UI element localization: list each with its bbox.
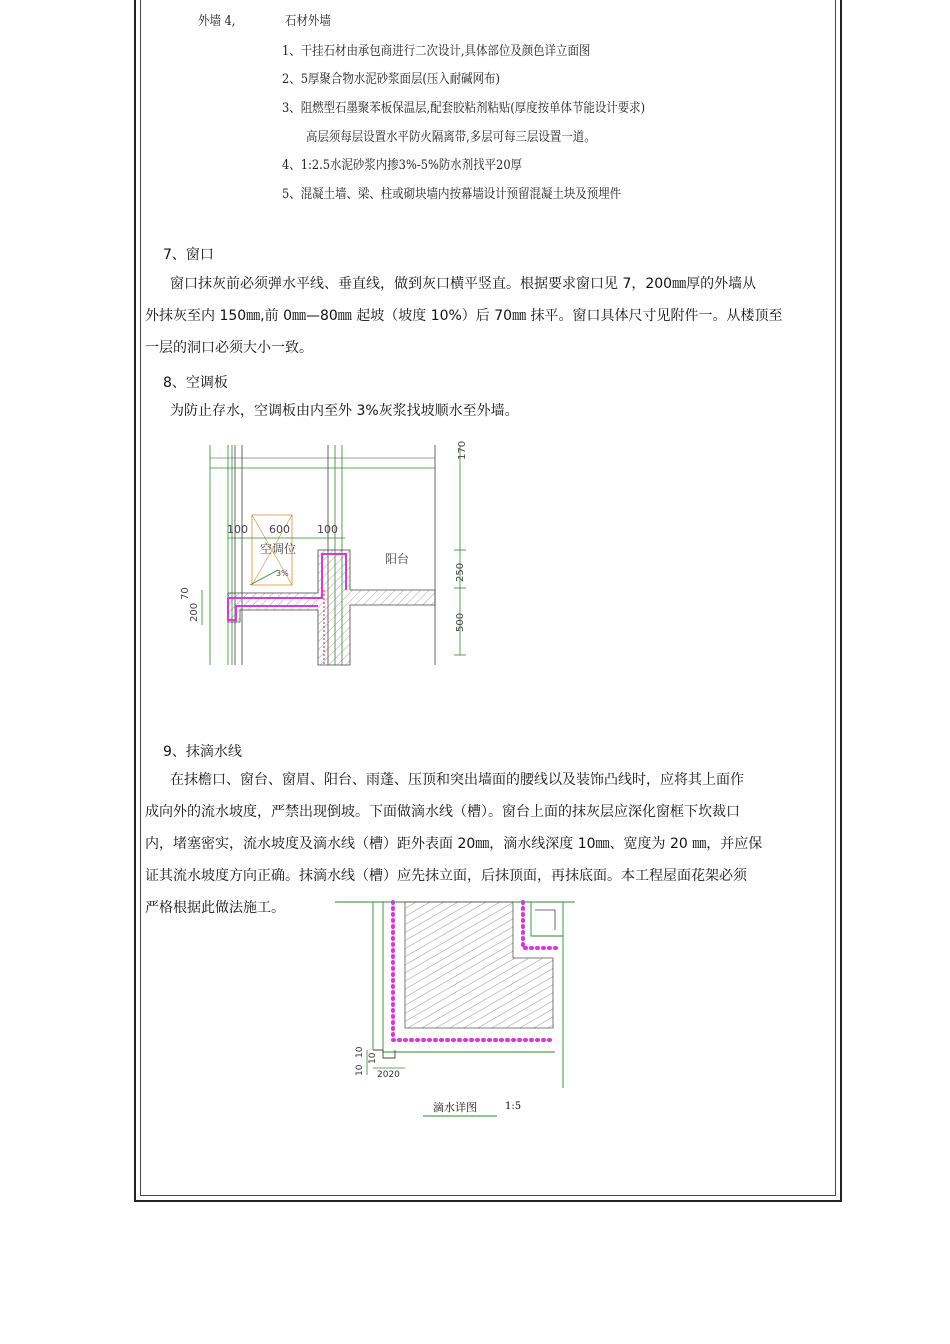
- wall-item: 4、1:2.5水泥砂浆内掺3%-5%防水剂找平20厚: [282, 158, 523, 173]
- wall-code: 外墙 4,: [198, 14, 236, 29]
- balcony-label: 阳台: [385, 552, 410, 566]
- paragraph-line: 内，堵塞密实，流水坡度及滴水线（槽）距外表面 20㎜，滴水线深度 10㎜、宽度为 20 ㎜，并应保: [145, 836, 763, 852]
- paragraph-line: 外抹灰至内 150㎜,前 0㎜—80㎜ 起坡（坡度 10%）后 70㎜ 抹平。窗口具体尺寸见附件一。从楼顶至: [145, 308, 783, 324]
- wall-item: 1、干挂石材由承包商进行二次设计,具体部位及颜色详立面图: [282, 44, 591, 59]
- wall-item: 5、混凝土墙、梁、柱或砌块墙内按幕墙设计预留混凝土块及预埋件: [282, 187, 622, 202]
- dim-500: 500: [455, 612, 466, 632]
- paragraph-line: 窗口抹灰前必须弹水平线、垂直线，做到灰口横平竖直。根据要求窗口见 7，200㎜厚的外墙从: [170, 276, 757, 292]
- dim-200: 200: [189, 602, 200, 622]
- ac-label: 空调位: [260, 542, 297, 556]
- ac-board-detail-drawing: [180, 440, 490, 670]
- dim-100: 100: [317, 523, 338, 536]
- dim-10: 10: [368, 1052, 378, 1064]
- paragraph-line: 在抹檐口、窗台、窗眉、阳台、雨蓬、压顶和突出墙面的腰线以及装饰凸线时，应将其上面作: [170, 772, 744, 788]
- drip-detail-scale: 1:5: [505, 1101, 522, 1112]
- dim-10: 10: [355, 1046, 365, 1058]
- section8-heading: 8、空调板: [163, 375, 228, 391]
- wall-name: 石材外墙: [285, 14, 331, 29]
- paragraph-line: 一层的洞口必须大小一致。: [145, 340, 313, 356]
- dim-250: 250: [455, 562, 466, 582]
- slope-label: 3%: [276, 569, 289, 578]
- section9-heading: 9、抹滴水线: [163, 744, 242, 760]
- paragraph-line: 严格根据此做法施工。: [145, 900, 285, 916]
- dim-100: 100: [227, 523, 248, 536]
- section7-heading: 7、窗口: [163, 247, 214, 263]
- paragraph-line: 为防止存水，空调板由内至外 3%灰浆找坡顺水至外墙。: [170, 403, 519, 419]
- wall-item: 2、5厚聚合物水泥砂浆面层(压入耐碱网布): [282, 72, 500, 87]
- drip-detail-caption: 滴水详图: [433, 1101, 477, 1114]
- dim-170: 170: [457, 440, 468, 460]
- wall-item: 3、阻燃型石墨聚苯板保温层,配套胶粘剂粘贴(厚度按单体节能设计要求): [282, 101, 646, 116]
- dim-10: 10: [355, 1064, 365, 1076]
- dim-600: 600: [269, 523, 290, 536]
- drip-line-detail-drawing: [335, 900, 575, 1120]
- dim-2020: 2020: [377, 1070, 400, 1080]
- paragraph-line: 证其流水坡度方向正确。抹滴水线（槽）应先抹立面，后抹顶面，再抹底面。本工程屋面花架必须: [145, 868, 747, 884]
- dim-70: 70: [180, 587, 191, 600]
- paragraph-line: 成向外的流水坡度，严禁出现倒坡。下面做滴水线（槽）。窗台上面的抹灰层应深化窗框下坎裁口: [145, 804, 740, 820]
- wall-item: 高层须每层设置水平防火隔离带,多层可每三层设置一道。: [306, 130, 596, 145]
